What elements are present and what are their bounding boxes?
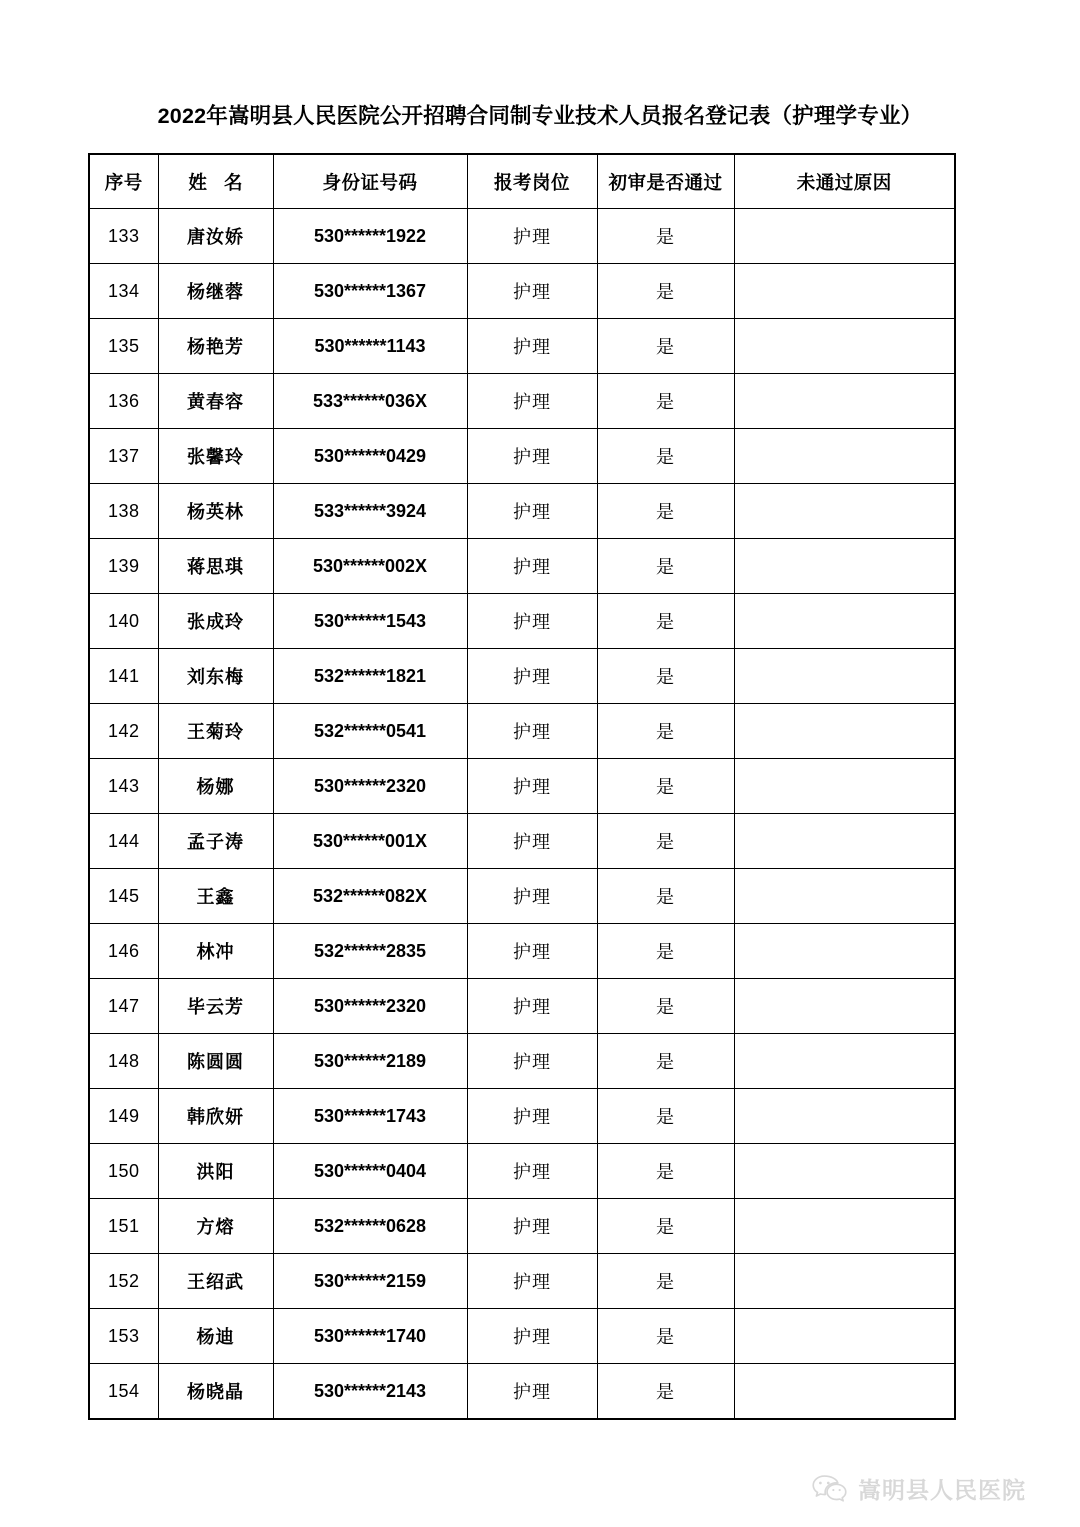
cell-id: 530******1367 [273, 264, 467, 319]
cell-name: 王鑫 [158, 869, 273, 924]
table-row [89, 1254, 955, 1309]
cell-name: 唐汝娇 [158, 209, 273, 264]
cell-name: 杨迪 [158, 1309, 273, 1364]
cell-name: 林冲 [158, 924, 273, 979]
cell-pass: 是 [597, 1254, 734, 1309]
cell-seq: 136 [89, 374, 158, 429]
cell-pass: 是 [597, 1309, 734, 1364]
cell-pass: 是 [597, 484, 734, 539]
cell-post: 护理 [467, 1144, 597, 1199]
cell-seq: 141 [89, 649, 158, 704]
column-header-seq: 序号 [89, 154, 158, 209]
cell-pass: 是 [597, 704, 734, 759]
cell-seq: 139 [89, 539, 158, 594]
table-row [89, 209, 955, 264]
cell-id: 532******1821 [273, 649, 467, 704]
cell-id: 530******2189 [273, 1034, 467, 1089]
cell-reason [734, 319, 955, 374]
table-row [89, 539, 955, 594]
cell-post: 护理 [467, 484, 597, 539]
registration-table [88, 153, 956, 1420]
cell-name: 孟子涛 [158, 814, 273, 869]
table-header-row [89, 154, 955, 209]
cell-post: 护理 [467, 264, 597, 319]
table-row [89, 1309, 955, 1364]
cell-id: 530******2320 [273, 759, 467, 814]
registration-table-container [88, 153, 954, 1420]
table-row [89, 649, 955, 704]
cell-reason [734, 374, 955, 429]
cell-post: 护理 [467, 649, 597, 704]
cell-pass: 是 [597, 374, 734, 429]
cell-name: 刘东梅 [158, 649, 273, 704]
cell-reason [734, 539, 955, 594]
cell-reason [734, 1254, 955, 1309]
cell-name: 杨艳芳 [158, 319, 273, 374]
table-row [89, 979, 955, 1034]
cell-pass: 是 [597, 1364, 734, 1420]
cell-seq: 138 [89, 484, 158, 539]
cell-pass: 是 [597, 264, 734, 319]
table-row [89, 1144, 955, 1199]
cell-post: 护理 [467, 704, 597, 759]
cell-post: 护理 [467, 1309, 597, 1364]
table-row [89, 264, 955, 319]
cell-id: 533******036X [273, 374, 467, 429]
cell-seq: 135 [89, 319, 158, 374]
cell-id: 530******1743 [273, 1089, 467, 1144]
cell-pass: 是 [597, 869, 734, 924]
cell-reason [734, 264, 955, 319]
table-row [89, 814, 955, 869]
cell-id: 530******0429 [273, 429, 467, 484]
cell-pass: 是 [597, 1144, 734, 1199]
cell-post: 护理 [467, 1364, 597, 1420]
table-row [89, 924, 955, 979]
column-header-pass: 初审是否通过 [597, 154, 734, 209]
cell-post: 护理 [467, 1199, 597, 1254]
cell-name: 陈圆圆 [158, 1034, 273, 1089]
cell-name: 王菊玲 [158, 704, 273, 759]
cell-pass: 是 [597, 1034, 734, 1089]
cell-pass: 是 [597, 1089, 734, 1144]
cell-seq: 150 [89, 1144, 158, 1199]
table-row [89, 1089, 955, 1144]
cell-name: 韩欣妍 [158, 1089, 273, 1144]
cell-id: 532******2835 [273, 924, 467, 979]
cell-seq: 154 [89, 1364, 158, 1420]
cell-name: 张馨玲 [158, 429, 273, 484]
cell-id: 530******002X [273, 539, 467, 594]
table-row [89, 1034, 955, 1089]
cell-reason [734, 1034, 955, 1089]
cell-name: 蒋思琪 [158, 539, 273, 594]
cell-post: 护理 [467, 209, 597, 264]
cell-post: 护理 [467, 759, 597, 814]
cell-name: 洪阳 [158, 1144, 273, 1199]
cell-post: 护理 [467, 319, 597, 374]
cell-id: 530******1922 [273, 209, 467, 264]
cell-reason [734, 649, 955, 704]
cell-pass: 是 [597, 539, 734, 594]
brand-name-label: 嵩明县人民医院 [858, 1477, 1026, 1503]
cell-reason [734, 759, 955, 814]
cell-name: 杨晓晶 [158, 1364, 273, 1420]
cell-reason [734, 1309, 955, 1364]
cell-reason [734, 704, 955, 759]
column-header-id: 身份证号码 [273, 154, 467, 209]
cell-seq: 153 [89, 1309, 158, 1364]
cell-id: 530******2159 [273, 1254, 467, 1309]
cell-seq: 137 [89, 429, 158, 484]
cell-id: 530******001X [273, 814, 467, 869]
cell-id: 530******1143 [273, 319, 467, 374]
cell-post: 护理 [467, 979, 597, 1034]
cell-seq: 151 [89, 1199, 158, 1254]
cell-id: 532******0628 [273, 1199, 467, 1254]
cell-name: 方熔 [158, 1199, 273, 1254]
cell-seq: 144 [89, 814, 158, 869]
cell-reason [734, 979, 955, 1034]
cell-post: 护理 [467, 869, 597, 924]
cell-post: 护理 [467, 539, 597, 594]
cell-seq: 142 [89, 704, 158, 759]
cell-name: 杨英林 [158, 484, 273, 539]
cell-pass: 是 [597, 319, 734, 374]
cell-seq: 140 [89, 594, 158, 649]
column-header-post: 报考岗位 [467, 154, 597, 209]
cell-post: 护理 [467, 594, 597, 649]
cell-id: 532******0541 [273, 704, 467, 759]
cell-pass: 是 [597, 979, 734, 1034]
cell-reason [734, 1364, 955, 1420]
table-row [89, 374, 955, 429]
cell-reason [734, 1144, 955, 1199]
page-title: 2022年嵩明县人民医院公开招聘合同制专业技术人员报名登记表（护理学专业） [157, 104, 923, 128]
cell-reason [734, 814, 955, 869]
cell-pass: 是 [597, 1199, 734, 1254]
cell-post: 护理 [467, 374, 597, 429]
cell-name: 黄春容 [158, 374, 273, 429]
cell-id: 533******3924 [273, 484, 467, 539]
cell-seq: 134 [89, 264, 158, 319]
cell-reason [734, 1199, 955, 1254]
cell-pass: 是 [597, 209, 734, 264]
cell-name: 张成玲 [158, 594, 273, 649]
cell-name: 王绍武 [158, 1254, 273, 1309]
column-header-name: 姓 名 [158, 154, 273, 209]
cell-pass: 是 [597, 594, 734, 649]
cell-seq: 146 [89, 924, 158, 979]
cell-id: 532******082X [273, 869, 467, 924]
table-body [89, 209, 955, 1420]
cell-reason [734, 1089, 955, 1144]
cell-reason [734, 209, 955, 264]
cell-seq: 152 [89, 1254, 158, 1309]
cell-id: 530******2143 [273, 1364, 467, 1420]
cell-id: 530******1740 [273, 1309, 467, 1364]
cell-post: 护理 [467, 1089, 597, 1144]
table-row [89, 319, 955, 374]
cell-seq: 143 [89, 759, 158, 814]
cell-seq: 148 [89, 1034, 158, 1089]
table-row [89, 1199, 955, 1254]
cell-post: 护理 [467, 1254, 597, 1309]
cell-seq: 147 [89, 979, 158, 1034]
table-row [89, 429, 955, 484]
cell-post: 护理 [467, 924, 597, 979]
table-row [89, 704, 955, 759]
cell-reason [734, 429, 955, 484]
cell-id: 530******2320 [273, 979, 467, 1034]
table-header [89, 154, 955, 209]
cell-seq: 133 [89, 209, 158, 264]
cell-id: 530******1543 [273, 594, 467, 649]
table-row [89, 594, 955, 649]
table-row [89, 869, 955, 924]
cell-pass: 是 [597, 924, 734, 979]
cell-pass: 是 [597, 649, 734, 704]
table-row [89, 1364, 955, 1420]
cell-seq: 149 [89, 1089, 158, 1144]
cell-pass: 是 [597, 429, 734, 484]
column-header-reason: 未通过原因 [734, 154, 955, 209]
cell-name: 杨继蓉 [158, 264, 273, 319]
cell-reason [734, 924, 955, 979]
cell-reason [734, 594, 955, 649]
cell-reason [734, 869, 955, 924]
cell-post: 护理 [467, 1034, 597, 1089]
cell-name: 毕云芳 [158, 979, 273, 1034]
cell-pass: 是 [597, 759, 734, 814]
cell-id: 530******0404 [273, 1144, 467, 1199]
table-row [89, 759, 955, 814]
cell-seq: 145 [89, 869, 158, 924]
cell-name: 杨娜 [158, 759, 273, 814]
table-row [89, 484, 955, 539]
cell-post: 护理 [467, 814, 597, 869]
cell-pass: 是 [597, 814, 734, 869]
wechat-icon [812, 1474, 847, 1504]
cell-reason [734, 484, 955, 539]
footer-brand [812, 1472, 1026, 1505]
cell-post: 护理 [467, 429, 597, 484]
